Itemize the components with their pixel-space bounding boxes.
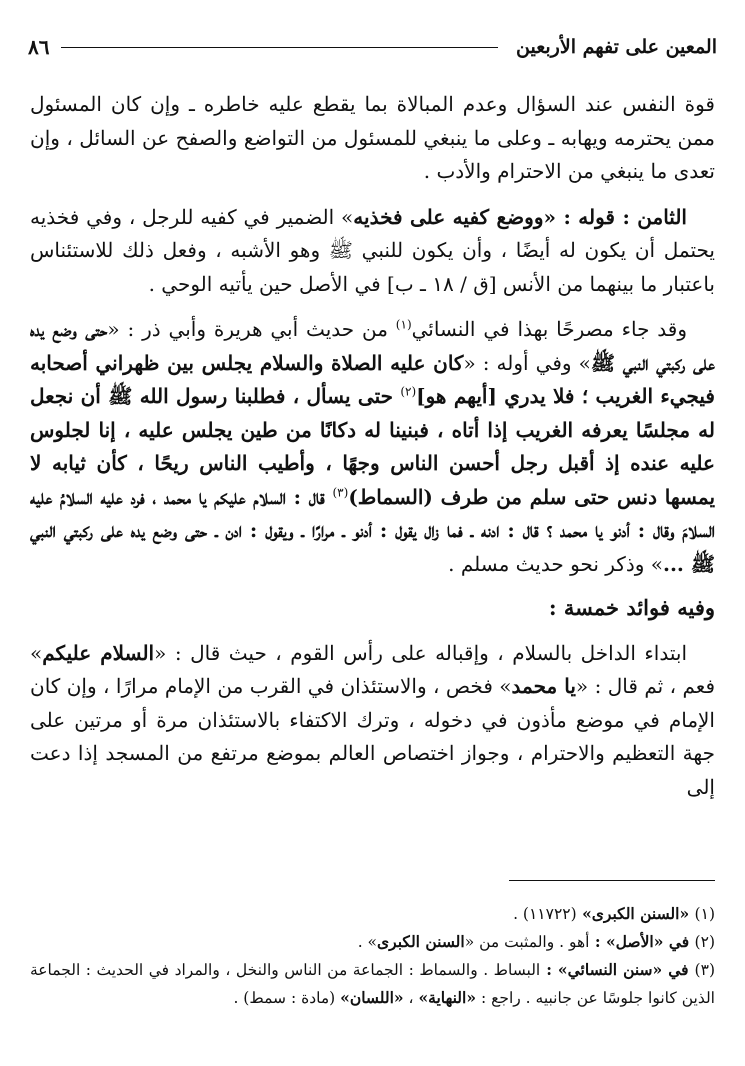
footnote-2-ref: السنن الكبرى [377, 932, 465, 951]
paragraph-3 [30, 313, 715, 581]
page-header [28, 30, 717, 64]
footnotes [30, 900, 715, 1012]
paragraph-4-text-b: » فعم ، ثم قال : « [30, 640, 716, 698]
paragraph-4-text-a: ابتداء الداخل بالسلام ، وإقباله على رأس القوم ، حيث قال : « [154, 640, 687, 665]
footnote-3-end: (مادة : سمط) . [233, 989, 341, 1007]
paragraph-4 [30, 637, 715, 805]
main-text [30, 88, 715, 804]
footnote-2-source: في «الأصل» : [589, 932, 695, 951]
paragraph-3-text-a: وقد جاء مصرحًا بهذا في النسائي [411, 317, 688, 341]
footnote-ref-2[interactable]: (٢) [400, 384, 417, 399]
footnote-ref-3[interactable]: (٣) [332, 484, 349, 499]
paragraph-2 [30, 201, 715, 302]
paragraph-2-quote: ووضع كفيه على فخذيه [353, 204, 544, 229]
footnote-1-text: (١١٧٢٢) . [513, 905, 577, 923]
footnote-3-ref-2: «اللسان» [340, 988, 404, 1007]
footnote-ref-1[interactable]: (١) [395, 317, 412, 332]
paragraph-3-quote-3: حتى يسأل ، فطلبنا رسول الله ﷺ أن نجعل له مجلسًا يعرفه الغريب إذا أتاه ، فبنينا له دكانًا من طين يجلس عليه ، إنا لجلوس عليه عنده إذ أقبل رجل أحسن الناس وجهًا ، وأطيب الناس ريحًا ، كأن ثيابه لا يمسها دنس حتى سلم من طرف (السماط) [30, 384, 716, 509]
paragraph-3-quote-1: حتى وضع يده على ركبتي النبي ﷺ [30, 317, 716, 375]
footnote-2 [30, 928, 715, 956]
footnote-3-text: البساط . والسماط : الجماعة من الناس والنخل ، والمراد في الحديث : الجماعة الذين كانوا جلوسًا عن جانبيه . راجع : [30, 961, 715, 1007]
paragraph-2-text: » الضمير في كفيه للرجل ، وفي فخذيه يحتمل أن يكون له أيضًا ، وأن يكون للنبي ﷺ وهو الأشبه ، وفعل ذلك للاستئناس باعتبار ما بينهما من الأنس [ق / ١٨ ـ ب] في الأصل حين يأتيه الوحي . [30, 204, 715, 296]
section-heading: وفيه فوائد خمسة : [548, 595, 715, 620]
paragraph-4-text-c: » فخص ، والاستئذان في القرب من الإمام مرارًا ، وإن كان الإمام في موضع مأذون في دخوله ، وترك الاكتفاء بالاستئذان مرة أو مرتين على جهة التعظيم والاحترام ، وجواز اختصاص العالم بموضع مرتفع من المسجد إذا دعت إلى [30, 674, 715, 799]
paragraph-1 [30, 88, 715, 189]
paragraph-3-text-c: » وفي أوله : « [463, 350, 591, 375]
footnote-3 [30, 956, 715, 1012]
paragraph-3-quote-2: كان عليه الصلاة والسلام يجلس بين ظهراني أصحابه فيجيء الغريب ؛ فلا يدري [أيهم هو] [30, 350, 715, 408]
footnote-3-number: (٣) [694, 961, 715, 979]
paragraph-3-quote-4: قال : السلام عليكم يا محمد ، فرد عليه السلامُ عليه السلامَ وقال : أدنو يا محمد ؟ قال : ادنه ـ فما زال يقول : أدنو ـ مرارًا ـ ويقول : ادن ـ حتى وضع يده على ركبتي النبي ﷺ ... [30, 484, 715, 576]
footnote-1-source: «السنن الكبرى» [576, 904, 695, 923]
footnote-2-end: » . [357, 933, 378, 951]
paragraph-3-end: » وذكر نحو حديث مسلم . [448, 551, 663, 576]
footnote-2-text: أهو . والمثبت من « [464, 933, 590, 951]
footnote-2-number: (٢) [694, 933, 715, 951]
footnote-3-ref-1: «النهاية» [418, 988, 477, 1007]
header-rule [61, 47, 498, 48]
running-title: المعين على تفهم الأربعين [516, 36, 717, 58]
paragraph-2-lead: الثامن : قوله : « [543, 204, 687, 229]
paragraph-4-quote-2: يا محمد [511, 674, 576, 698]
footnote-3-separator: ، [403, 989, 419, 1007]
footnote-1 [30, 900, 715, 928]
paragraph-3-text-b: من حديث أبي هريرة وأبي ذر : « [107, 317, 396, 341]
footnote-1-number: (١) [694, 905, 715, 923]
page-number: ٨٦ [28, 35, 50, 59]
paragraph-1-text: قوة النفس عند السؤال وعدم المبالاة بما يقطع عليه خاطره ـ وإن كان المسئول ممن يحترمه ويهابه ـ وعلى ما ينبغي للمسئول من التواضع والصفح عن السائل ، وإن تعدى ما ينبغي من الاحترام والأدب . [30, 92, 715, 183]
footnote-separator [509, 880, 715, 881]
paragraph-4-quote-1: السلام عليكم [42, 640, 155, 665]
footnote-3-source: في «سنن النسائي» : [540, 960, 695, 979]
